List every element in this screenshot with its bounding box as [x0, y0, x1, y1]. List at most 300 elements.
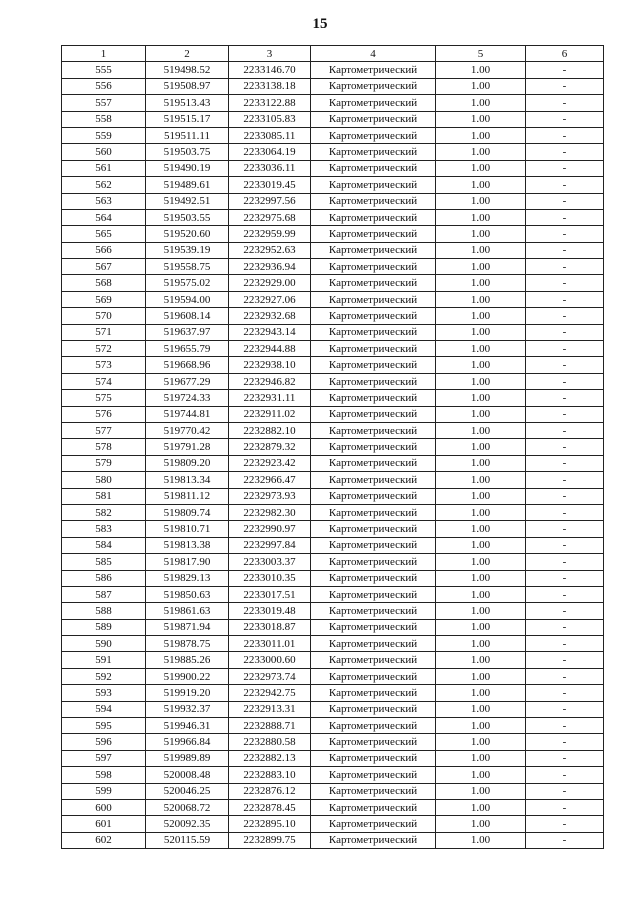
- method-cell: Картометрический: [311, 95, 436, 111]
- note-cell: -: [526, 668, 604, 684]
- point-number-cell: 597: [62, 750, 146, 766]
- accuracy-cell: 1.00: [436, 554, 526, 570]
- x-coordinate-cell: 519871.94: [146, 619, 229, 635]
- table-row: [62, 242, 604, 258]
- accuracy-cell: 1.00: [436, 259, 526, 275]
- method-cell: Картометрический: [311, 308, 436, 324]
- table-row: [62, 504, 604, 520]
- accuracy-cell: 1.00: [436, 832, 526, 848]
- y-coordinate-cell: 2232880.58: [229, 734, 311, 750]
- point-number-cell: 590: [62, 636, 146, 652]
- table-row: [62, 62, 604, 78]
- point-number-cell: 579: [62, 455, 146, 471]
- x-coordinate-cell: 519539.19: [146, 242, 229, 258]
- y-coordinate-cell: 2233010.35: [229, 570, 311, 586]
- accuracy-cell: 1.00: [436, 636, 526, 652]
- note-cell: -: [526, 291, 604, 307]
- y-coordinate-cell: 2232888.71: [229, 718, 311, 734]
- method-cell: Картометрический: [311, 422, 436, 438]
- point-number-cell: 596: [62, 734, 146, 750]
- point-number-cell: 598: [62, 767, 146, 783]
- table-row: [62, 160, 604, 176]
- table-row: [62, 701, 604, 717]
- point-number-cell: 602: [62, 832, 146, 848]
- x-coordinate-cell: 519809.20: [146, 455, 229, 471]
- method-cell: Картометрический: [311, 62, 436, 78]
- column-header-6: 6: [526, 46, 604, 62]
- method-cell: Картометрический: [311, 668, 436, 684]
- table-row: [62, 127, 604, 143]
- point-number-cell: 558: [62, 111, 146, 127]
- point-number-cell: 581: [62, 488, 146, 504]
- y-coordinate-cell: 2233019.45: [229, 177, 311, 193]
- method-cell: Картометрический: [311, 78, 436, 94]
- table-row: [62, 455, 604, 471]
- x-coordinate-cell: 520068.72: [146, 799, 229, 815]
- accuracy-cell: 1.00: [436, 373, 526, 389]
- accuracy-cell: 1.00: [436, 439, 526, 455]
- method-cell: Картометрический: [311, 193, 436, 209]
- table-row: [62, 406, 604, 422]
- note-cell: -: [526, 78, 604, 94]
- x-coordinate-cell: 520115.59: [146, 832, 229, 848]
- x-coordinate-cell: 519810.71: [146, 521, 229, 537]
- y-coordinate-cell: 2232982.30: [229, 504, 311, 520]
- method-cell: Картометрический: [311, 652, 436, 668]
- accuracy-cell: 1.00: [436, 701, 526, 717]
- note-cell: -: [526, 701, 604, 717]
- table-row: [62, 259, 604, 275]
- y-coordinate-cell: 2232931.11: [229, 390, 311, 406]
- method-cell: Картометрический: [311, 783, 436, 799]
- x-coordinate-cell: 519861.63: [146, 603, 229, 619]
- x-coordinate-cell: 519817.90: [146, 554, 229, 570]
- table-row: [62, 488, 604, 504]
- method-cell: Картометрический: [311, 570, 436, 586]
- table-row: [62, 308, 604, 324]
- accuracy-cell: 1.00: [436, 341, 526, 357]
- x-coordinate-cell: 520046.25: [146, 783, 229, 799]
- table-row: [62, 603, 604, 619]
- x-coordinate-cell: 519966.84: [146, 734, 229, 750]
- y-coordinate-cell: 2232913.31: [229, 701, 311, 717]
- note-cell: -: [526, 603, 604, 619]
- method-cell: Картометрический: [311, 603, 436, 619]
- accuracy-cell: 1.00: [436, 209, 526, 225]
- table-row: [62, 668, 604, 684]
- accuracy-cell: 1.00: [436, 668, 526, 684]
- note-cell: -: [526, 619, 604, 635]
- accuracy-cell: 1.00: [436, 160, 526, 176]
- method-cell: Картометрический: [311, 799, 436, 815]
- point-number-cell: 587: [62, 586, 146, 602]
- table-row: [62, 422, 604, 438]
- method-cell: Картометрический: [311, 259, 436, 275]
- y-coordinate-cell: 2232929.00: [229, 275, 311, 291]
- column-header-3: 3: [229, 46, 311, 62]
- x-coordinate-cell: 519770.42: [146, 422, 229, 438]
- column-header-1: 1: [62, 46, 146, 62]
- accuracy-cell: 1.00: [436, 488, 526, 504]
- x-coordinate-cell: 519558.75: [146, 259, 229, 275]
- y-coordinate-cell: 2233085.11: [229, 127, 311, 143]
- table-row: [62, 357, 604, 373]
- point-number-cell: 571: [62, 324, 146, 340]
- y-coordinate-cell: 2233019.48: [229, 603, 311, 619]
- point-number-cell: 560: [62, 144, 146, 160]
- method-cell: Картометрический: [311, 455, 436, 471]
- method-cell: Картометрический: [311, 324, 436, 340]
- point-number-cell: 577: [62, 422, 146, 438]
- accuracy-cell: 1.00: [436, 193, 526, 209]
- point-number-cell: 564: [62, 209, 146, 225]
- note-cell: -: [526, 586, 604, 602]
- point-number-cell: 599: [62, 783, 146, 799]
- table-row: [62, 652, 604, 668]
- accuracy-cell: 1.00: [436, 177, 526, 193]
- point-number-cell: 591: [62, 652, 146, 668]
- point-number-cell: 567: [62, 259, 146, 275]
- table-row: [62, 111, 604, 127]
- table-row: [62, 636, 604, 652]
- table-row: [62, 718, 604, 734]
- table-row: [62, 734, 604, 750]
- method-cell: Картометрический: [311, 636, 436, 652]
- method-cell: Картометрический: [311, 242, 436, 258]
- x-coordinate-cell: 519809.74: [146, 504, 229, 520]
- note-cell: -: [526, 390, 604, 406]
- point-number-cell: 563: [62, 193, 146, 209]
- table-row: [62, 570, 604, 586]
- x-coordinate-cell: 519989.89: [146, 750, 229, 766]
- x-coordinate-cell: 519575.02: [146, 275, 229, 291]
- table-row: [62, 799, 604, 815]
- y-coordinate-cell: 2233018.87: [229, 619, 311, 635]
- table-row: [62, 193, 604, 209]
- point-number-cell: 584: [62, 537, 146, 553]
- y-coordinate-cell: 2233011.01: [229, 636, 311, 652]
- table-row: [62, 177, 604, 193]
- point-number-cell: 600: [62, 799, 146, 815]
- table-row: [62, 472, 604, 488]
- note-cell: -: [526, 816, 604, 832]
- table-row: [62, 537, 604, 553]
- method-cell: Картометрический: [311, 832, 436, 848]
- accuracy-cell: 1.00: [436, 242, 526, 258]
- accuracy-cell: 1.00: [436, 504, 526, 520]
- table-body: [62, 62, 604, 849]
- point-number-cell: 595: [62, 718, 146, 734]
- note-cell: -: [526, 504, 604, 520]
- accuracy-cell: 1.00: [436, 685, 526, 701]
- table-row: [62, 750, 604, 766]
- x-coordinate-cell: 519900.22: [146, 668, 229, 684]
- note-cell: -: [526, 832, 604, 848]
- method-cell: Картометрический: [311, 341, 436, 357]
- accuracy-cell: 1.00: [436, 308, 526, 324]
- table-row: [62, 291, 604, 307]
- x-coordinate-cell: 519850.63: [146, 586, 229, 602]
- method-cell: Картометрический: [311, 685, 436, 701]
- note-cell: -: [526, 111, 604, 127]
- point-number-cell: 557: [62, 95, 146, 111]
- x-coordinate-cell: 519490.19: [146, 160, 229, 176]
- y-coordinate-cell: 2232932.68: [229, 308, 311, 324]
- note-cell: -: [526, 734, 604, 750]
- accuracy-cell: 1.00: [436, 734, 526, 750]
- accuracy-cell: 1.00: [436, 357, 526, 373]
- table-row: [62, 586, 604, 602]
- method-cell: Картометрический: [311, 701, 436, 717]
- x-coordinate-cell: 519515.17: [146, 111, 229, 127]
- point-number-cell: 593: [62, 685, 146, 701]
- x-coordinate-cell: 519498.52: [146, 62, 229, 78]
- note-cell: -: [526, 193, 604, 209]
- note-cell: -: [526, 144, 604, 160]
- y-coordinate-cell: 2232973.74: [229, 668, 311, 684]
- accuracy-cell: 1.00: [436, 718, 526, 734]
- table-row: [62, 619, 604, 635]
- table-row: [62, 95, 604, 111]
- x-coordinate-cell: 520008.48: [146, 767, 229, 783]
- accuracy-cell: 1.00: [436, 783, 526, 799]
- point-number-cell: 578: [62, 439, 146, 455]
- y-coordinate-cell: 2233146.70: [229, 62, 311, 78]
- table-row: [62, 275, 604, 291]
- method-cell: Картометрический: [311, 144, 436, 160]
- note-cell: -: [526, 226, 604, 242]
- point-number-cell: 565: [62, 226, 146, 242]
- accuracy-cell: 1.00: [436, 521, 526, 537]
- y-coordinate-cell: 2232944.88: [229, 341, 311, 357]
- point-number-cell: 586: [62, 570, 146, 586]
- y-coordinate-cell: 2232997.84: [229, 537, 311, 553]
- x-coordinate-cell: 519503.55: [146, 209, 229, 225]
- y-coordinate-cell: 2232942.75: [229, 685, 311, 701]
- note-cell: -: [526, 242, 604, 258]
- accuracy-cell: 1.00: [436, 78, 526, 94]
- method-cell: Картометрический: [311, 750, 436, 766]
- table-row: [62, 78, 604, 94]
- accuracy-cell: 1.00: [436, 570, 526, 586]
- y-coordinate-cell: 2232946.82: [229, 373, 311, 389]
- point-number-cell: 580: [62, 472, 146, 488]
- note-cell: -: [526, 62, 604, 78]
- point-number-cell: 589: [62, 619, 146, 635]
- point-number-cell: 562: [62, 177, 146, 193]
- method-cell: Картометрический: [311, 619, 436, 635]
- x-coordinate-cell: 519744.81: [146, 406, 229, 422]
- method-cell: Картометрический: [311, 111, 436, 127]
- accuracy-cell: 1.00: [436, 275, 526, 291]
- column-header-5: 5: [436, 46, 526, 62]
- note-cell: -: [526, 521, 604, 537]
- y-coordinate-cell: 2232973.93: [229, 488, 311, 504]
- y-coordinate-cell: 2233138.18: [229, 78, 311, 94]
- x-coordinate-cell: 519919.20: [146, 685, 229, 701]
- y-coordinate-cell: 2232911.02: [229, 406, 311, 422]
- point-number-cell: 588: [62, 603, 146, 619]
- x-coordinate-cell: 519878.75: [146, 636, 229, 652]
- note-cell: -: [526, 209, 604, 225]
- table-row: [62, 324, 604, 340]
- y-coordinate-cell: 2233000.60: [229, 652, 311, 668]
- x-coordinate-cell: 519655.79: [146, 341, 229, 357]
- note-cell: -: [526, 750, 604, 766]
- accuracy-cell: 1.00: [436, 324, 526, 340]
- table-row: [62, 767, 604, 783]
- accuracy-cell: 1.00: [436, 603, 526, 619]
- y-coordinate-cell: 2232938.10: [229, 357, 311, 373]
- table-row: [62, 816, 604, 832]
- accuracy-cell: 1.00: [436, 226, 526, 242]
- y-coordinate-cell: 2233064.19: [229, 144, 311, 160]
- note-cell: -: [526, 767, 604, 783]
- method-cell: Картометрический: [311, 406, 436, 422]
- accuracy-cell: 1.00: [436, 472, 526, 488]
- note-cell: -: [526, 127, 604, 143]
- y-coordinate-cell: 2232990.97: [229, 521, 311, 537]
- accuracy-cell: 1.00: [436, 95, 526, 111]
- x-coordinate-cell: 519811.12: [146, 488, 229, 504]
- point-number-cell: 601: [62, 816, 146, 832]
- y-coordinate-cell: 2232923.42: [229, 455, 311, 471]
- y-coordinate-cell: 2233036.11: [229, 160, 311, 176]
- accuracy-cell: 1.00: [436, 767, 526, 783]
- note-cell: -: [526, 685, 604, 701]
- table-row: [62, 685, 604, 701]
- note-cell: -: [526, 275, 604, 291]
- y-coordinate-cell: 2232879.32: [229, 439, 311, 455]
- x-coordinate-cell: 519813.38: [146, 537, 229, 553]
- note-cell: -: [526, 406, 604, 422]
- method-cell: Картометрический: [311, 160, 436, 176]
- y-coordinate-cell: 2232975.68: [229, 209, 311, 225]
- y-coordinate-cell: 2232936.94: [229, 259, 311, 275]
- accuracy-cell: 1.00: [436, 144, 526, 160]
- point-number-cell: 561: [62, 160, 146, 176]
- y-coordinate-cell: 2232895.10: [229, 816, 311, 832]
- accuracy-cell: 1.00: [436, 652, 526, 668]
- x-coordinate-cell: 519608.14: [146, 308, 229, 324]
- y-coordinate-cell: 2232943.14: [229, 324, 311, 340]
- x-coordinate-cell: 519513.43: [146, 95, 229, 111]
- accuracy-cell: 1.00: [436, 750, 526, 766]
- note-cell: -: [526, 160, 604, 176]
- y-coordinate-cell: 2232899.75: [229, 832, 311, 848]
- column-header-2: 2: [146, 46, 229, 62]
- table-header: [62, 46, 604, 62]
- point-number-cell: 556: [62, 78, 146, 94]
- x-coordinate-cell: 519932.37: [146, 701, 229, 717]
- table-row: [62, 209, 604, 225]
- note-cell: -: [526, 652, 604, 668]
- point-number-cell: 594: [62, 701, 146, 717]
- table-row: [62, 783, 604, 799]
- point-number-cell: 576: [62, 406, 146, 422]
- x-coordinate-cell: 519637.97: [146, 324, 229, 340]
- note-cell: -: [526, 570, 604, 586]
- x-coordinate-cell: 519520.60: [146, 226, 229, 242]
- point-number-cell: 572: [62, 341, 146, 357]
- y-coordinate-cell: 2232997.56: [229, 193, 311, 209]
- method-cell: Картометрический: [311, 275, 436, 291]
- note-cell: -: [526, 259, 604, 275]
- column-header-4: 4: [311, 46, 436, 62]
- y-coordinate-cell: 2233122.88: [229, 95, 311, 111]
- note-cell: -: [526, 341, 604, 357]
- method-cell: Картометрический: [311, 357, 436, 373]
- table-row: [62, 832, 604, 848]
- method-cell: Картометрический: [311, 373, 436, 389]
- method-cell: Картометрический: [311, 291, 436, 307]
- note-cell: -: [526, 357, 604, 373]
- accuracy-cell: 1.00: [436, 537, 526, 553]
- accuracy-cell: 1.00: [436, 816, 526, 832]
- method-cell: Картометрический: [311, 177, 436, 193]
- method-cell: Картометрический: [311, 537, 436, 553]
- accuracy-cell: 1.00: [436, 619, 526, 635]
- point-number-cell: 585: [62, 554, 146, 570]
- accuracy-cell: 1.00: [436, 127, 526, 143]
- method-cell: Картометрический: [311, 488, 436, 504]
- y-coordinate-cell: 2232882.13: [229, 750, 311, 766]
- method-cell: Картометрический: [311, 226, 436, 242]
- note-cell: -: [526, 554, 604, 570]
- y-coordinate-cell: 2233105.83: [229, 111, 311, 127]
- note-cell: -: [526, 783, 604, 799]
- point-number-cell: 575: [62, 390, 146, 406]
- accuracy-cell: 1.00: [436, 111, 526, 127]
- accuracy-cell: 1.00: [436, 62, 526, 78]
- point-number-cell: 592: [62, 668, 146, 684]
- accuracy-cell: 1.00: [436, 406, 526, 422]
- y-coordinate-cell: 2232927.06: [229, 291, 311, 307]
- x-coordinate-cell: 519489.61: [146, 177, 229, 193]
- note-cell: -: [526, 455, 604, 471]
- table-row: [62, 439, 604, 455]
- y-coordinate-cell: 2233003.37: [229, 554, 311, 570]
- method-cell: Картометрический: [311, 472, 436, 488]
- note-cell: -: [526, 373, 604, 389]
- x-coordinate-cell: 519813.34: [146, 472, 229, 488]
- x-coordinate-cell: 519677.29: [146, 373, 229, 389]
- table-row: [62, 144, 604, 160]
- y-coordinate-cell: 2233017.51: [229, 586, 311, 602]
- x-coordinate-cell: 519503.75: [146, 144, 229, 160]
- method-cell: Картометрический: [311, 718, 436, 734]
- x-coordinate-cell: 519946.31: [146, 718, 229, 734]
- accuracy-cell: 1.00: [436, 799, 526, 815]
- header-row: [62, 46, 604, 62]
- coordinates-table: [61, 45, 604, 849]
- point-number-cell: 573: [62, 357, 146, 373]
- note-cell: -: [526, 636, 604, 652]
- method-cell: Картометрический: [311, 767, 436, 783]
- method-cell: Картометрический: [311, 390, 436, 406]
- x-coordinate-cell: 519829.13: [146, 570, 229, 586]
- method-cell: Картометрический: [311, 521, 436, 537]
- accuracy-cell: 1.00: [436, 586, 526, 602]
- y-coordinate-cell: 2232959.99: [229, 226, 311, 242]
- note-cell: -: [526, 422, 604, 438]
- table-row: [62, 390, 604, 406]
- accuracy-cell: 1.00: [436, 291, 526, 307]
- method-cell: Картометрический: [311, 554, 436, 570]
- point-number-cell: 582: [62, 504, 146, 520]
- accuracy-cell: 1.00: [436, 455, 526, 471]
- table-row: [62, 341, 604, 357]
